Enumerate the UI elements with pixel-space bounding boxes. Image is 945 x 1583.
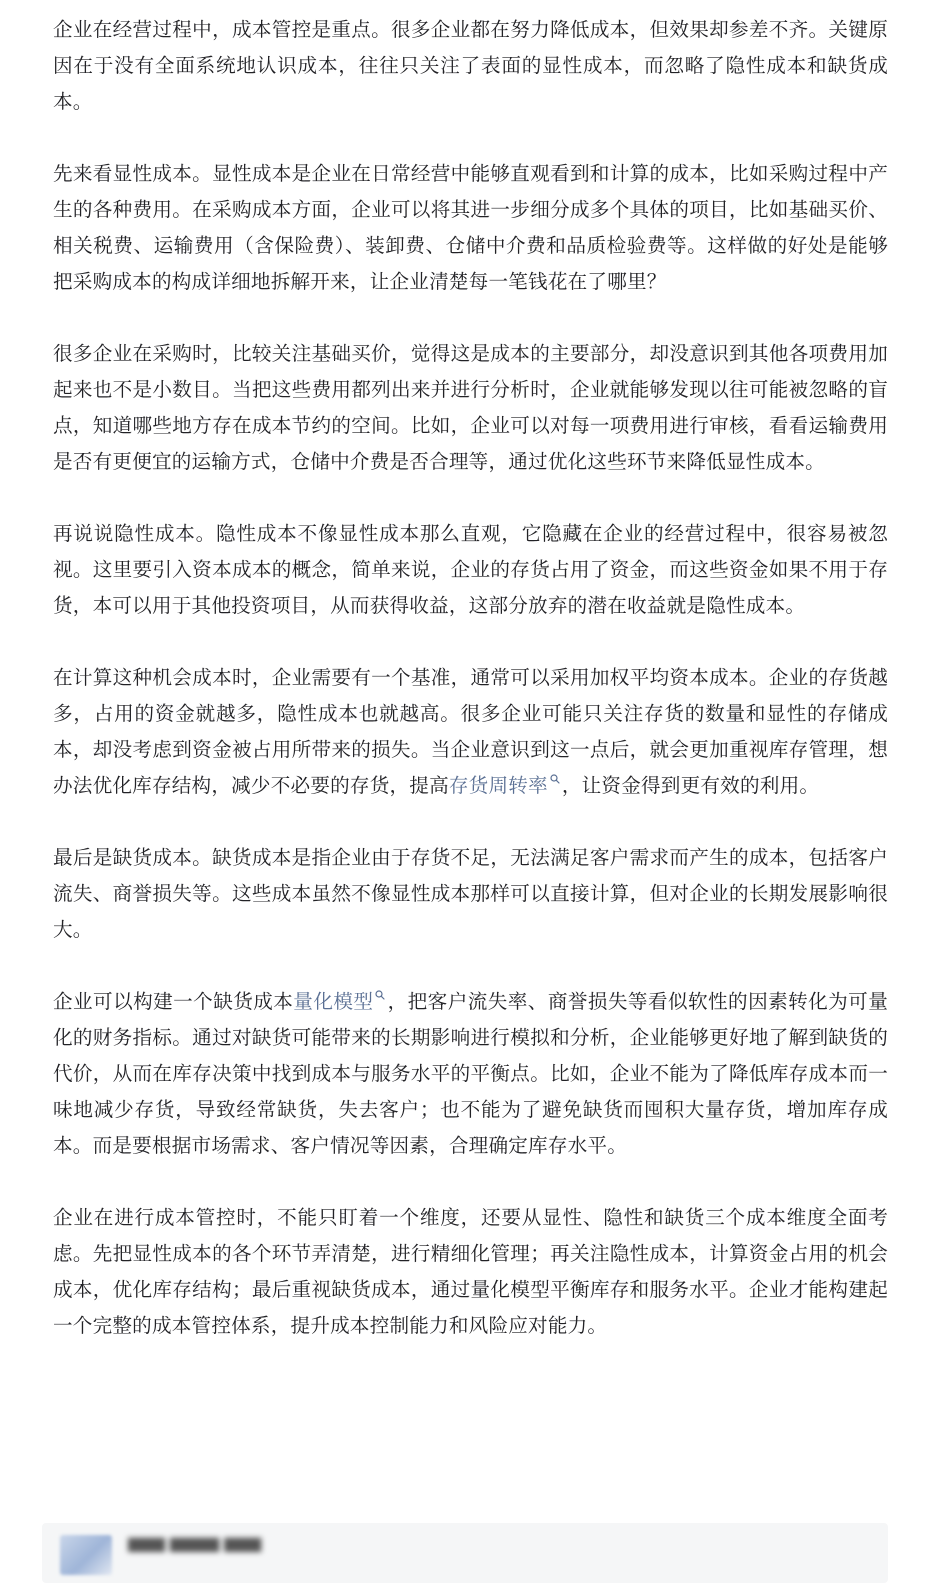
search-icon[interactable]	[375, 990, 385, 1000]
paragraph-8: 企业在进行成本管控时，不能只盯着一个维度，还要从显性、隐性和缺货三个成本维度全面考虑。先把显性成本的各个环节弄清楚，进行精细化管理；再关注隐性成本，计算资金占用的机会成本，优化库存结构；最后重视缺货成本，通过量化模型平衡库存和服务水平。企业才能构建起一个完整的成本管控体系，提升成本控制能力和风险应对能力。	[53, 1206, 888, 1337]
paragraph-7	[53, 984, 888, 1164]
related-article-card[interactable]	[42, 1523, 888, 1583]
paragraph-5-text-before: 在计算这种机会成本时，企业需要有一个基准，通常可以采用加权平均资本成本。企业的存货越多，占用的资金就越多，隐性成本也就越高。很多企业可能只关注存货的数量和显性的存储成本，却没考虑到资金被占用所带来的损失。当企业意识到这一点后，就会更加重视库存管理，想办法优化库存结构，减少不必要的存货，提高	[53, 666, 888, 797]
keyword-link-inventory-turnover[interactable]: 存货周转率	[448, 774, 548, 797]
paragraph-2: 先来看显性成本。显性成本是企业在日常经营中能够直观看到和计算的成本，比如采购过程中产生的各种费用。在采购成本方面，企业可以将其进一步细分成多个具体的项目，比如基础买价、相关税费、运输费用（含保险费）、装卸费、仓储中介费和品质检验费等。这样做的好处是能够把采购成本的构成详细地拆解开来，让企业清楚每一笔钱花在了哪里？	[53, 162, 888, 293]
paragraph-5	[53, 660, 888, 804]
paragraph-7-text-before: 企业可以构建一个缺货成本	[53, 990, 294, 1013]
article-body	[53, 12, 888, 1380]
paragraph-3: 很多企业在采购时，比较关注基础买价，觉得这是成本的主要部分，却没意识到其他各项费用加起来也不是小数目。当把这些费用都列出来并进行分析时，企业就能够发现以往可能被忽略的盲点，知道哪些地方存在成本节约的空间。比如，企业可以对每一项费用进行审核，看看运输费用是否有更便宜的运输方式，仓储中介费是否合理等，通过优化这些环节来降低显性成本。	[53, 342, 888, 473]
search-icon[interactable]	[550, 774, 560, 784]
keyword-link-quantification-model[interactable]: 量化模型	[293, 990, 374, 1013]
related-article-title-blurred: ▆▆▆ ▆▆▆▆ ▆▆▆	[128, 1533, 262, 1552]
paragraph-5-text-after: ，让资金得到更有效的利用。	[561, 774, 820, 797]
paragraph-1: 企业在经营过程中，成本管控是重点。很多企业都在努力降低成本，但效果却参差不齐。关键原因在于没有全面系统地认识成本，往往只关注了表面的显性成本，而忽略了隐性成本和缺货成本。	[53, 18, 888, 113]
paragraph-6: 最后是缺货成本。缺货成本是指企业由于存货不足，无法满足客户需求而产生的成本，包括客户流失、商誉损失等。这些成本虽然不像显性成本那样可以直接计算，但对企业的长期发展影响很大。	[53, 846, 888, 941]
paragraph-7-text-after: ，把客户流失率、商誉损失等看似软性的因素转化为可量化的财务指标。通过对缺货可能带来的长期影响进行模拟和分析，企业能够更好地了解到缺货的代价，从而在库存决策中找到成本与服务水平的平衡点。比如，企业不能为了降低库存成本而一味地减少存货，导致经常缺货，失去客户；也不能为了避免缺货而囤积大量存货，增加库存成本。而是要根据市场需求、客户情况等因素，合理确定库存水平。	[53, 990, 889, 1157]
related-article-thumbnail	[60, 1535, 112, 1575]
paragraph-4: 再说说隐性成本。隐性成本不像显性成本那么直观，它隐藏在企业的经营过程中，很容易被忽视。这里要引入资本成本的概念，简单来说，企业的存货占用了资金，而这些资金如果不用于存货，本可以用于其他投资项目，从而获得收益，这部分放弃的潜在收益就是隐性成本。	[53, 522, 888, 617]
